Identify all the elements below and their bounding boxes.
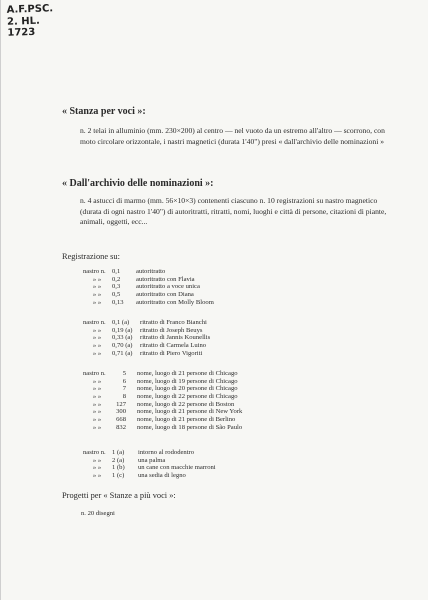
tape-prefix: » » (92, 349, 102, 357)
tape-number: 7 (122, 385, 126, 393)
tape-prefix: » » (92, 334, 102, 342)
tape-description: intorno al rododentro (138, 449, 195, 456)
tape-description: ritratto di Jannis Kounellis (140, 334, 211, 342)
tape-description: autoritratto a voce unica (136, 283, 200, 291)
tape-description: ritratto di Carmela Luino (140, 342, 207, 350)
tape-prefix: nastro n. (83, 268, 106, 275)
tape-description: nome, luogo di 21 persone di New York (137, 408, 243, 416)
tape-prefix: nastro n. (83, 449, 106, 456)
tape-number: 127 (116, 400, 126, 408)
archive-stamp (6, 3, 54, 39)
tape-prefix: » » (92, 423, 102, 431)
progetti-label: Progetti per « Stanze a più voci »: (62, 491, 176, 500)
tape-description: autoritratto con Flavia (136, 275, 195, 283)
stamp-line: 2. HL. (6, 15, 40, 28)
tape-prefix: nastro n. (83, 319, 106, 326)
section-heading-archivio: « Dall'archivio delle nominazioni »: (62, 178, 214, 189)
tape-description: autoritratto con Diana (136, 291, 194, 299)
tape-description: nome, luogo di 18 persone di São Paulo (137, 423, 243, 431)
progetti-detail: n. 20 disegni (81, 510, 115, 517)
tape-description: nome, luogo di 19 persone di Chicago (137, 377, 238, 385)
tape-description: autoritratto con Molly Bloom (136, 298, 214, 306)
tape-description: un cane con macchie marroni (138, 464, 216, 472)
tape-description: nome, luogo di 22 persone di Boston (137, 400, 235, 408)
tape-prefix: » » (92, 456, 102, 464)
tape-prefix: » » (92, 472, 102, 480)
tape-prefix: » » (92, 326, 102, 334)
tape-description: ritratto di Piero Vigoriti (140, 349, 203, 357)
tape-prefix: » » (92, 393, 102, 401)
tape-prefix: » » (92, 298, 102, 306)
tape-number: 0,19 (a) (112, 326, 133, 334)
section-heading-stanza-per-voci: « Stanza per voci »: (62, 106, 146, 117)
tape-prefix: » » (92, 342, 102, 350)
tape-number: 0,2 (112, 275, 121, 283)
section-paragraph-archivio: n. 4 astucci di marmo (mm. 56×10×3) contenenti ciascuno n. 10 registrazioni su nastro magnetico (durata di ogni nastro 1'40") di autoritratti, ritratti, nomi, luoghi e città di persone, citazioni di piante, animali, oggetti, ecc... (80, 196, 387, 227)
tape-description: nome, luogo di 20 persone di Chicago (137, 385, 238, 393)
tape-description: nome, luogo di 21 persone di Berlino (137, 416, 236, 424)
tape-number: 832 (116, 423, 126, 431)
tape-prefix: nastro n. (83, 370, 106, 377)
tape-description: autoritratto (136, 268, 166, 275)
tape-prefix: » » (92, 283, 102, 291)
tape-description: ritratto di Joseph Beuys (140, 326, 203, 334)
tape-prefix: » » (92, 377, 102, 385)
tape-number: 0,3 (112, 283, 121, 291)
tape-description: nome, luogo di 22 persone di Chicago (137, 393, 238, 401)
tape-number: 1 (a) (112, 449, 125, 456)
tape-number: 0,71 (a) (112, 349, 133, 357)
tape-prefix: » » (92, 408, 102, 416)
tape-prefix: » » (92, 385, 102, 393)
tape-number: 1 (b) (112, 464, 125, 472)
tape-number: 300 (116, 408, 126, 416)
tape-prefix: » » (92, 400, 102, 408)
tape-prefix: » » (92, 291, 102, 299)
tape-number: 1 (c) (112, 472, 125, 480)
tape-description: una sedia di legno (138, 472, 186, 480)
tape-number: 5 (122, 370, 126, 377)
tape-description: ritratto di Franco Bianchi (140, 319, 207, 326)
tape-description: una palma (138, 456, 166, 464)
tape-number: 0,13 (112, 298, 124, 306)
tape-number: 0,1 (a) (112, 319, 130, 326)
tape-number: 668 (116, 416, 126, 424)
tape-prefix: » » (92, 275, 102, 283)
tape-number: 0,33 (a) (112, 334, 133, 342)
tape-number: 0,1 (112, 268, 121, 275)
tape-description: nome, luogo di 21 persone di Chicago (137, 370, 238, 377)
stamp-line: 1723 (7, 26, 36, 39)
registrazione-label: Registrazione su: (62, 252, 120, 261)
tape-number: 8 (122, 393, 126, 401)
section-paragraph-stanza-per-voci: n. 2 telai in alluminio (mm. 230×200) al centro — nel vuoto da un estremo all'altro — scorrono, con moto circolare orizzontale, i nastri magnetici (durata 1'40") presi « dall'archivio delle nominazioni » (80, 126, 385, 146)
tape-number: 2 (a) (112, 456, 125, 464)
tape-number: 0,5 (112, 291, 121, 299)
tape-prefix: » » (92, 464, 102, 472)
tape-number: 6 (122, 377, 126, 385)
stamp-line: A.F.PSC. (6, 3, 54, 16)
tape-prefix: » » (92, 416, 102, 424)
tape-number: 0,70 (a) (112, 342, 133, 350)
